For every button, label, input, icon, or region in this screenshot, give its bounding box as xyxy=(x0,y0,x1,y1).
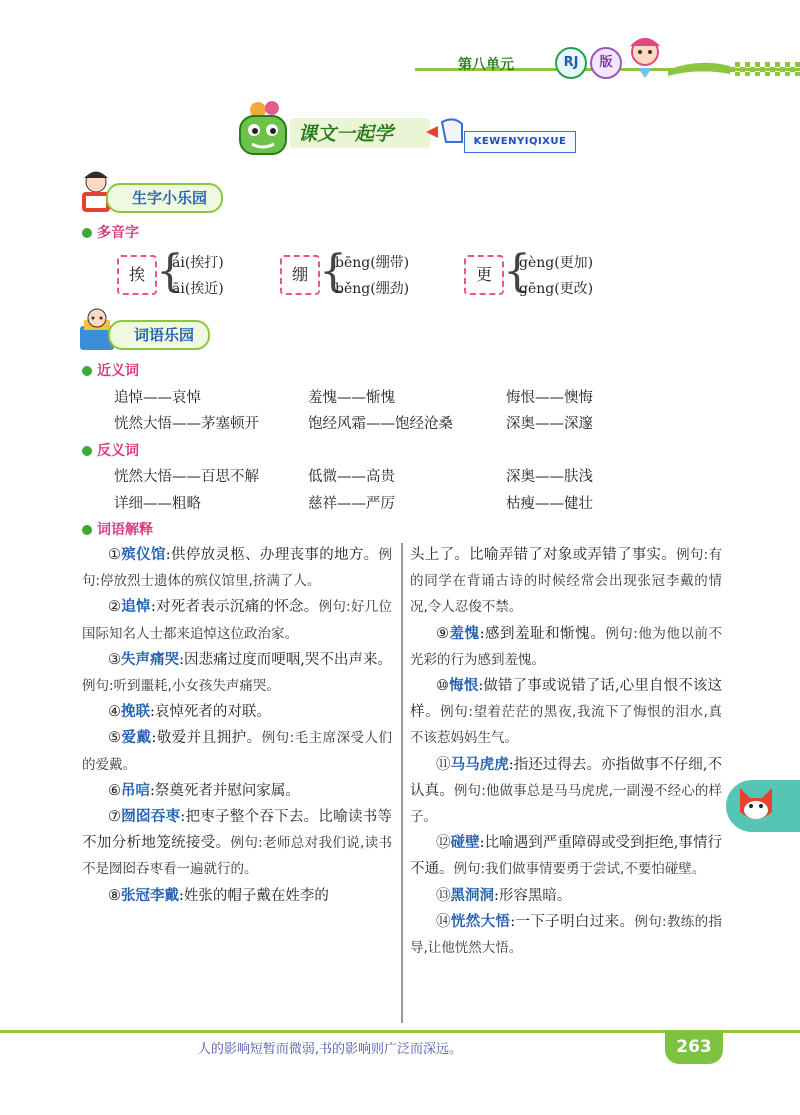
explanation-entry: ①殡仪馆:供停放灵柩、办理丧事的地方。例句:停放烈士遗体的殡仪馆里,挤满了人。 xyxy=(82,547,393,590)
subheading-text: 反义词 xyxy=(97,443,139,459)
brace: { xyxy=(156,246,184,297)
section-title-characters: 生字小乐园 xyxy=(106,183,223,213)
subheading-antonyms xyxy=(82,440,139,460)
antonym-pair: 恍然大悟——百思不解 xyxy=(114,469,259,485)
synonym-pair: 追悼——哀悼 xyxy=(114,390,201,406)
explanations-left-column xyxy=(82,542,392,909)
term: 悔恨 xyxy=(449,678,479,695)
example: 例句:毛主席深受人们的爱戴。 xyxy=(82,730,393,773)
term: 黑洞洞 xyxy=(450,887,494,904)
synonym-pair: 恍然大悟——茅塞顿开 xyxy=(114,416,259,432)
term: 挽联 xyxy=(121,704,150,721)
example: 例句:有的同学在背诵古诗的时候经常会出现张冠李戴的情况,令人忍俊不禁。 xyxy=(410,547,722,616)
explanation-entry: ③失声痛哭:因悲痛过度而哽咽,哭不出声来。例句:听到噩耗,小女孩失声痛哭。 xyxy=(82,651,393,695)
synonym-pair: 悔恨——懊悔 xyxy=(506,390,593,406)
synonym-pair: 饱经风霜——饱经沧桑 xyxy=(308,416,453,432)
antonym-pair: 枯瘦——健壮 xyxy=(506,496,593,512)
page-number: 263 xyxy=(665,1030,723,1064)
subheading-synonyms xyxy=(82,360,139,380)
bullet-icon xyxy=(82,525,92,535)
poly-char-box: 挨 xyxy=(117,255,157,295)
term: 张冠李戴 xyxy=(121,887,179,904)
example: 例句:好几位国际知名人士都来追悼这位政治家。 xyxy=(82,599,392,642)
bullet-icon xyxy=(82,228,92,238)
synonym-pair: 深奥——深邃 xyxy=(506,416,593,432)
term: 马马虎虎 xyxy=(450,756,509,773)
reading-1: ái(挨打) xyxy=(172,255,224,271)
girl-mascot-icon xyxy=(620,30,670,80)
explanation-entry: ⑭恍然大悟:一下子明白过来。例句:教练的指导,让他恍然大悟。 xyxy=(410,913,723,957)
explanation-entry: ⑨羞愧:感到羞耻和惭愧。例句:他为他以前不光彩的行为感到羞愧。 xyxy=(410,625,723,668)
brace: { xyxy=(503,246,531,297)
example: 例句:望着茫茫的黑夜,我流下了悔恨的泪水,真不该惹妈妈生气。 xyxy=(410,704,722,747)
bullet-icon xyxy=(82,446,92,456)
explanation-entry: ⑫碰壁:比喻遇到严重障碍或受到拒绝,事情行不通。例句:我们做事情要勇于尝试,不要怕碰壁。 xyxy=(410,835,723,878)
explanation-entry: ⑥吊唁:祭奠死者并慰问家属。 xyxy=(108,782,300,799)
subheading-explanations xyxy=(82,519,153,539)
section-title-words: 词语乐园 xyxy=(108,320,210,350)
reading-1: bēng(绷带) xyxy=(335,255,410,271)
example: 例句:教练的指导,让他恍然大悟。 xyxy=(410,913,723,957)
column-divider xyxy=(401,543,403,1023)
term: 囫囵吞枣 xyxy=(121,809,181,826)
explanation-entry: ④挽联:哀悼死者的对联。 xyxy=(108,704,271,721)
term: 吊唁 xyxy=(121,782,150,799)
term: 碰壁 xyxy=(450,835,480,852)
explanation-entry: ⑩悔恨:做错了事或说错了话,心里自恨不该这样。例句:望着茫茫的黑夜,我流下了悔恨的泪水,真不该惹妈妈生气。 xyxy=(410,678,722,747)
term: 追悼 xyxy=(121,599,151,616)
explanation-continuation: 头上了。比喻弄错了对象或弄错了事实。例句:有的同学在背诵古诗的时候经常会出现张冠李戴的情况,令人忍俊不禁。 xyxy=(410,547,722,616)
example: 例句:听到噩耗,小女孩失声痛哭。 xyxy=(82,678,280,695)
synonym-pair: 羞愧——惭愧 xyxy=(308,390,395,406)
subheading-text: 多音字 xyxy=(97,225,139,241)
term: 殡仪馆 xyxy=(121,547,166,563)
footer-quote: 人的影响短暂而微弱,书的影响则广泛而深远。 xyxy=(197,1042,463,1057)
checker-decoration xyxy=(730,62,800,76)
explanation-entry: ⑬黑洞洞:形容黑暗。 xyxy=(436,887,572,904)
explanation-entry: ⑧张冠李戴:姓张的帽子戴在姓李的 xyxy=(108,887,329,904)
example: 例句:停放烈士遗体的殡仪馆里,挤满了人。 xyxy=(82,547,393,590)
explanation-entry: ⑪马马虎虎:指还过得去。亦指做事不仔细,不认真。例句:他做事总是马马虎虎,一副漫不经心的样子。 xyxy=(410,756,723,826)
reading-2: gēng(更改) xyxy=(519,281,594,297)
term: 恍然大悟 xyxy=(450,913,511,930)
explanation-entry: ⑤爱戴:敬爱并且拥护。例句:毛主席深受人们的爱戴。 xyxy=(82,730,393,773)
antonym-pair: 低微——高贵 xyxy=(308,469,395,485)
antonym-pair: 慈祥——严厉 xyxy=(308,496,395,512)
header-ribbon-icon xyxy=(668,58,730,78)
explanation-entry: ⑦囫囵吞枣:把枣子整个吞下去。比喻读书等不加分析地笼统接受。例句:老师总对我们说,读书不是囫囵吞枣看一遍就行的。 xyxy=(82,809,393,878)
example: 例句:老师总对我们说,读书不是囫囵吞枣看一遍就行的。 xyxy=(82,835,392,878)
example: 例句:我们做事情要勇于尝试,不要怕碰壁。 xyxy=(453,861,706,878)
banner-title: 课文一起学 xyxy=(298,123,394,145)
fox-mascot-icon xyxy=(734,784,778,828)
example: 例句:他做事总是马马虎虎,一副漫不经心的样子。 xyxy=(410,782,723,826)
pointing-hand-icon xyxy=(424,112,466,148)
explanations-right-column xyxy=(410,542,722,961)
reading-1: gèng(更加) xyxy=(519,255,594,271)
explanation-entry: ②追悼:对死者表示沉痛的怀念。例句:好几位国际知名人士都来追悼这位政治家。 xyxy=(82,599,392,642)
rj-badge: RJ xyxy=(555,47,587,79)
edition-badge: 版 xyxy=(590,47,622,79)
reading-2: běng(绷劲) xyxy=(335,281,410,297)
subheading-polyphones xyxy=(82,222,139,242)
term: 羞愧 xyxy=(449,625,480,642)
unit-label: 第八单元 xyxy=(458,57,514,73)
reading-2: āi(挨近) xyxy=(172,281,224,297)
antonym-pair: 详细——粗略 xyxy=(114,496,201,512)
antonym-pair: 深奥——肤浅 xyxy=(506,469,593,485)
subheading-text: 近义词 xyxy=(97,363,139,379)
poly-char-box: 绷 xyxy=(280,255,320,295)
term: 失声痛哭 xyxy=(121,651,180,668)
example: 例句:他为他以前不光彩的行为感到羞愧。 xyxy=(410,625,723,668)
bullet-icon xyxy=(82,366,92,376)
banner-pinyin: KEWENYIQIXUE xyxy=(464,131,576,153)
brace: { xyxy=(319,246,347,297)
subheading-text: 词语解释 xyxy=(97,522,153,538)
poly-char-box: 更 xyxy=(464,255,504,295)
robot-mascot-icon xyxy=(228,98,296,160)
term: 爱戴 xyxy=(121,730,152,747)
